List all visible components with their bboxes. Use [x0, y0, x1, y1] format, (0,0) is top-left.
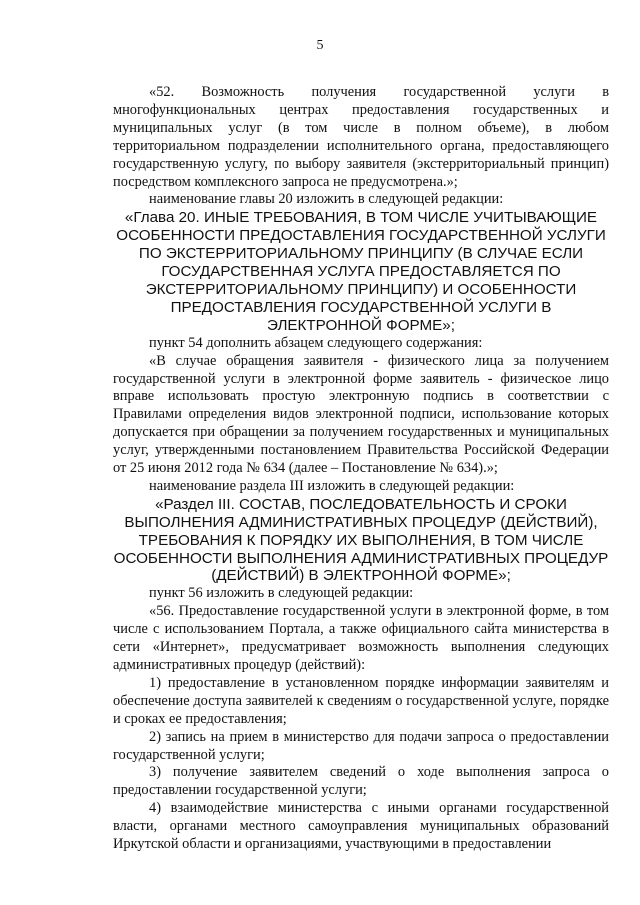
paragraph-chapter20-intro: наименование главы 20 изложить в следующей редакции:: [149, 191, 504, 208]
list-item-1: 1) предоставление в установленном порядке информации заявителям и обеспечение доступа заявителей к сведениям о государственной услуге, порядке и сроках ее предоставления;: [113, 674, 609, 727]
document-body: [113, 84, 609, 854]
list-item-3: 3) получение заявителем сведений о ходе выполнения запроса о предоставлении государственной услуги;: [113, 764, 609, 799]
list-item-2: 2) запись на прием в министерство для подачи запроса о предоставлении государственной услуги;: [113, 728, 609, 763]
list-item-4: 4) взаимодействие министерства с иными органами государственной власти, органами местного самоуправления муниципальных образований Иркутской области и организациями, участвующими в предоставлении: [113, 800, 609, 853]
page-number: 5: [316, 38, 324, 53]
paragraph-item56-intro: пункт 56 изложить в следующей редакции:: [149, 585, 414, 602]
paragraph-item-52: «52. Возможность получения государственной услуги в многофункциональных центрах предоставления государственных и муниципальных услуг (в том числе в полном объеме), в любом территориальном подразделении исполнительного органа, предоставляющего государственную услугу, по выбору заявителя (экстерриториальный принцип) посредством комплексного запроса не предусмотрена.»;: [113, 84, 609, 190]
section-3-heading: «Раздел III. СОСТАВ, ПОСЛЕДОВАТЕЛЬНОСТЬ И СРОКИ ВЫПОЛНЕНИЯ АДМИНИСТРАТИВНЫХ ПРОЦЕДУР (ДЕЙСТВИЙ), ТРЕБОВАНИЯ К ПОРЯДКУ ИХ ВЫПОЛНЕНИЯ, В ТОМ ЧИСЛЕ ОСОБЕННОСТИ ВЫПОЛНЕНИЯ АДМИНИСТРАТИВНЫХ ПРОЦЕДУР (ДЕЙСТВИЙ) В ЭЛЕКТРОННОЙ ФОРМЕ»;: [113, 495, 609, 585]
chapter-20-heading: «Глава 20. ИНЫЕ ТРЕБОВАНИЯ, В ТОМ ЧИСЛЕ УЧИТЫВАЮЩИЕ ОСОБЕННОСТИ ПРЕДОСТАВЛЕНИЯ ГОСУДАРСТВЕННОЙ УСЛУГИ ПО ЭКСТЕРРИТОРИАЛЬНОМУ ПРИНЦИПУ (В СЛУЧАЕ ЕСЛИ ГОСУДАРСТВЕННАЯ УСЛУГА ПРЕДОСТАВЛЯЕТСЯ ПО ЭКСТЕРРИТОРИАЛЬНОМУ ПРИНЦИПУ) И ОСОБЕННОСТИ ПРЕДОСТАВЛЕНИЯ ГОСУДАРСТВЕННОЙ УСЛУГИ В ЭЛЕКТРОННОЙ ФОРМЕ»;: [116, 209, 606, 334]
paragraph-item56: «56. Предоставление государственной услуги в электронной форме, в том числе с использованием Портала, а также официального сайта министерства в сети «Интернет», предусматривает возможность выполнения следующих административных процедур (действий):: [113, 603, 609, 673]
paragraph-item54-intro: пункт 54 дополнить абзацем следующего содержания:: [149, 334, 483, 351]
paragraph-section3-intro: наименование раздела III изложить в следующей редакции:: [149, 477, 515, 494]
paragraph-item54-addition: «В случае обращения заявителя - физического лица за получением государственной услуги в электронной форме заявитель - физическое лицо вправе использовать простую электронную подпись в соответствии с Правилами определения видов электронной подписи, использование которых допускается при обращении за получением государственных и муниципальных услуг, утвержденными постановлением Правительства Российской Федерации от 25 июня 2012 года № 634 (далее – Постановление № 634).»;: [113, 352, 609, 477]
